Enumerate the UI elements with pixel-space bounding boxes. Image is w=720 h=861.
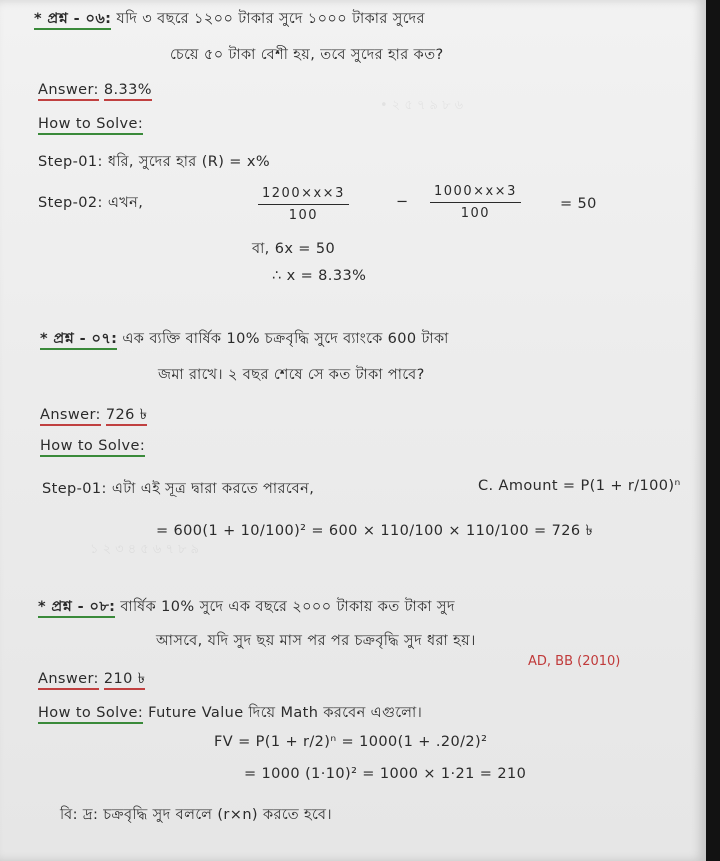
q8-how-to	[38, 702, 422, 726]
q6-eq-50: = 50	[560, 196, 597, 212]
q7-how-to	[40, 438, 145, 454]
q6-text-2: চেয়ে ৫০ টাকা বেশী হয়, তবে সুদের হার কত?	[170, 47, 444, 63]
q8-text-2: আসবে, যদি সুদ ছয় মাস পর পর চক্রবৃদ্ধি সুদ ধরা হয়।	[156, 633, 476, 649]
q7-text-2: জমা রাখে। ২ বছর শেষে সে কত টাকা পাবে?	[158, 367, 425, 383]
q6-how-to-label: How to Solve:	[38, 116, 143, 135]
q6-fraction-2	[430, 184, 521, 221]
q8-fv-formula: FV = P(1 + r/2)ⁿ = 1000(1 + .20/2)²	[214, 734, 488, 750]
q6-text-1: যদি ৩ বছরে ১২০০ টাকার সুদে ১০০০ টাকার সুদের	[116, 11, 425, 27]
q8-title: * প্রশ্ন - ০৮:	[38, 599, 115, 618]
q6-fraction-2-den: 100	[460, 206, 491, 221]
q6-line1	[34, 8, 425, 32]
footnote: বি: দ্র: চক্রবৃদ্ধি সুদ বললে (r×n) করতে হবে।	[60, 807, 332, 823]
q8-source-note: AD, BB (2010)	[528, 654, 621, 669]
q7-text-1: এক ব্যক্তি বার্ষিক 10% চক্রবৃদ্ধি সুদে ব্যাংকে 600 টাকা	[122, 331, 449, 347]
q6-title: * প্রশ্ন - ০৬:	[34, 11, 111, 30]
q7-step1-label: Step-01:	[42, 481, 107, 497]
q6-step2-label: Step-02:	[38, 195, 103, 211]
q7-calc: = 600(1 + 10/100)² = 600 × 110/100 × 110/100 = 726 ৳	[156, 523, 594, 539]
bleed-through-text: ১ ২ ৩ ৪ ৫ ৬ ৭ ৮ ৯	[90, 542, 200, 557]
q6-answer	[38, 82, 152, 98]
q6-step1	[38, 151, 270, 175]
q6-step1-text: ধরি, সুদের হার (R) = x%	[107, 154, 271, 170]
q6-step1-label: Step-01:	[38, 154, 103, 170]
bleed-through-text: • ২ ৫ ৭ ৯ ৮ ৬	[380, 98, 464, 113]
q7-line1	[40, 328, 449, 352]
q8-line1	[38, 596, 455, 620]
q6-fraction-1	[258, 186, 349, 223]
q7-answer	[40, 404, 147, 428]
q8-answer	[38, 668, 145, 692]
q6-how-to	[38, 116, 143, 132]
q7-answer-label: Answer:	[40, 407, 101, 426]
q6-step2-text: এখন,	[107, 195, 144, 211]
q6-step2	[38, 192, 143, 216]
q6-answer-label: Answer:	[38, 82, 99, 101]
q8-text-1: বার্ষিক 10% সুদে এক বছরে ২০০০ টাকায় কত টাকা সুদ	[120, 599, 455, 615]
q6-answer-value: 8.33%	[104, 82, 152, 101]
q6-fraction-2-num: 1000×x×3	[430, 184, 521, 203]
q8-answer-value: 210 ৳	[104, 671, 146, 690]
q8-how-to-label: How to Solve:	[38, 705, 143, 724]
q7-step1	[42, 478, 314, 502]
q6-line-x: ∴ x = 8.33%	[272, 268, 367, 284]
q7-step1-text: এটা এই সূত্র দ্বারা করতে পারবেন,	[111, 481, 315, 497]
q6-line-6x: বা, 6x = 50	[252, 241, 336, 257]
page-edge-shadow	[706, 0, 720, 861]
q6-fraction-1-num: 1200×x×3	[258, 186, 349, 205]
q6-fraction-1-den: 100	[288, 208, 319, 223]
q6-minus: −	[396, 194, 409, 210]
q7-title: * প্রশ্ন - ০৭:	[40, 331, 117, 350]
q8-answer-label: Answer:	[38, 671, 99, 690]
q8-how-to-text: Future Value দিয়ে Math করবেন এগুলো।	[148, 705, 423, 721]
q7-formula: C. Amount = P(1 + r/100)ⁿ	[478, 478, 681, 494]
q7-how-to-label: How to Solve:	[40, 438, 145, 457]
q8-fv-calc: = 1000 (1·10)² = 1000 × 1·21 = 210	[244, 766, 527, 782]
q7-answer-value: 726 ৳	[106, 407, 148, 426]
